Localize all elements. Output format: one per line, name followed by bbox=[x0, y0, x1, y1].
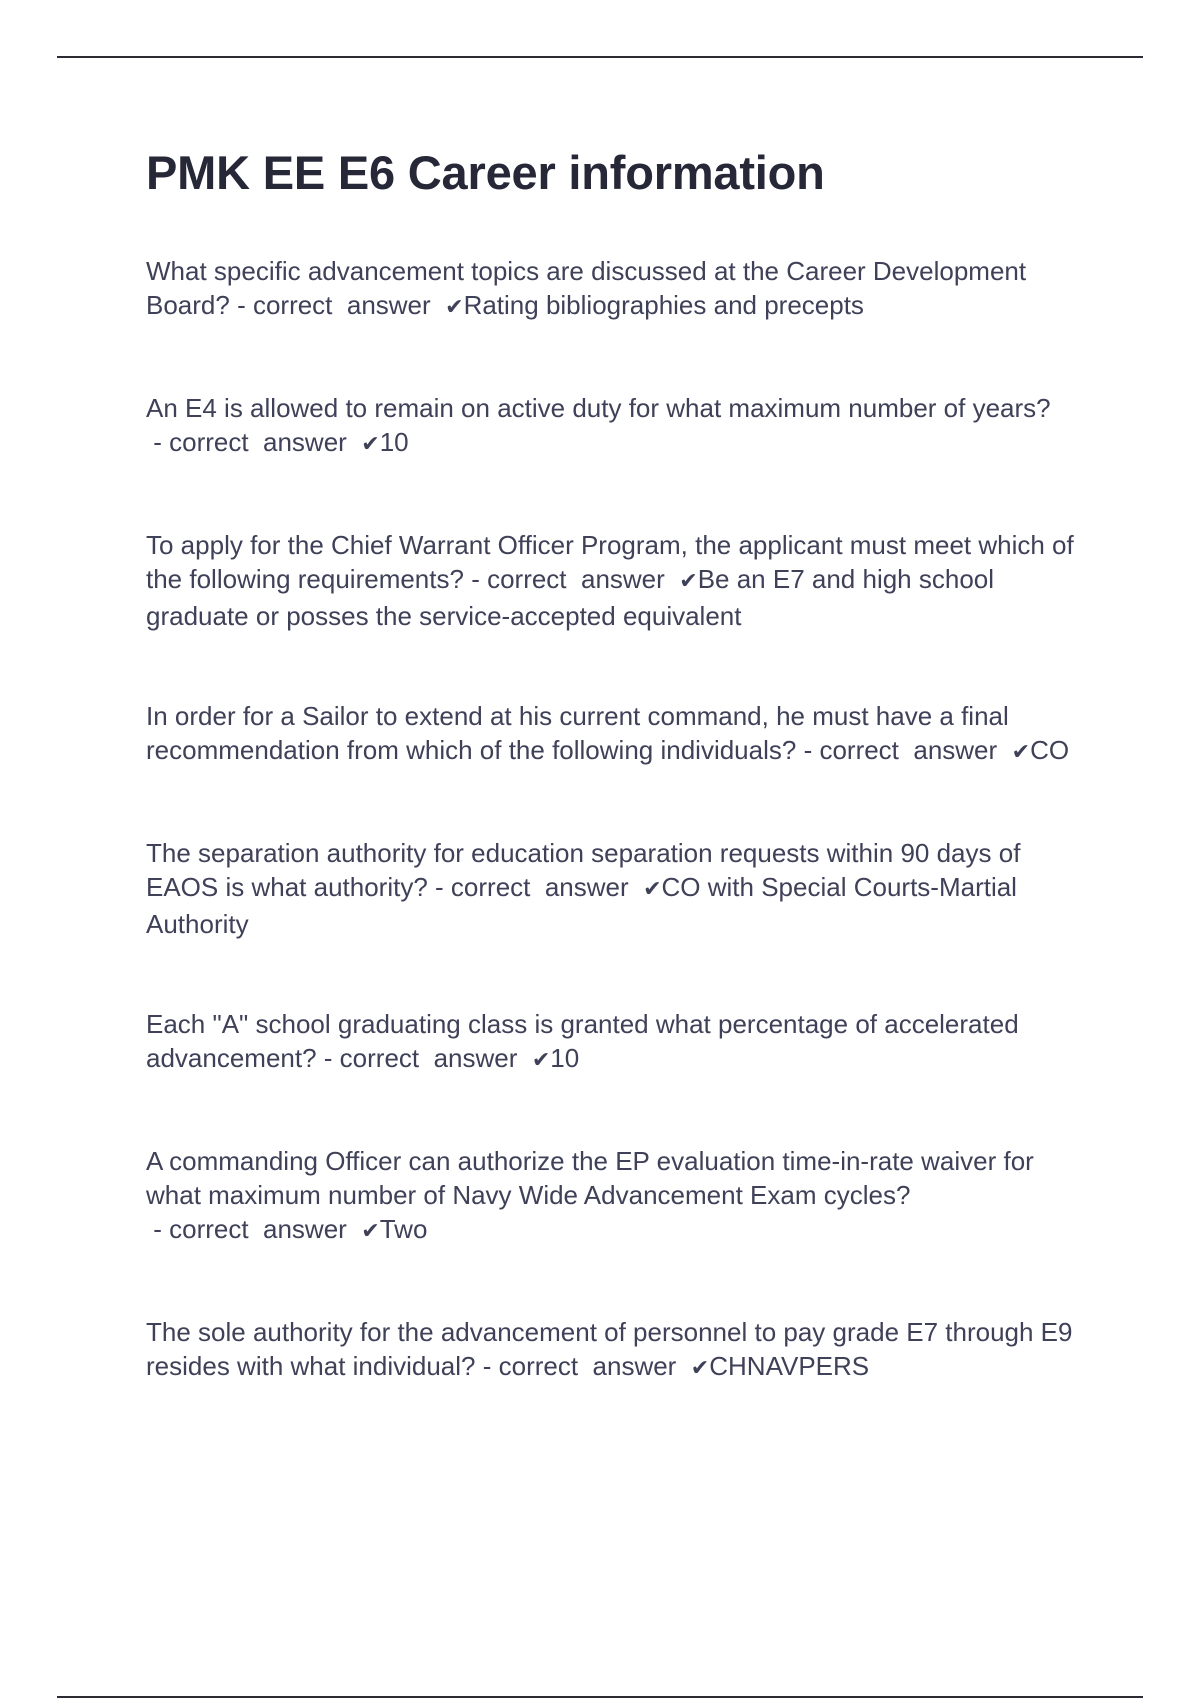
answer-separator: - correct answer bbox=[146, 1214, 362, 1244]
qa-item bbox=[146, 254, 1086, 325]
answer-text: CO with Special Courts-Martial Authority bbox=[146, 872, 1017, 939]
qa-item bbox=[146, 391, 1086, 462]
answer-separator: - correct answer bbox=[316, 1043, 532, 1073]
question-text: Each "A" school graduating class is granted what percentage of accelerated advancement? bbox=[146, 1009, 1019, 1073]
answer-text: Be an E7 and high school graduate or posses the service-accepted equivalent bbox=[146, 564, 995, 631]
question-text: To apply for the Chief Warrant Officer Program, the applicant must meet which of the following requirements? bbox=[146, 530, 1074, 594]
answer-separator: - correct answer bbox=[146, 427, 362, 457]
answer-separator: - correct answer bbox=[427, 872, 644, 902]
answer-separator: - correct answer bbox=[229, 290, 446, 320]
top-divider bbox=[57, 56, 1143, 58]
answer-text: CO bbox=[1030, 735, 1070, 765]
answer-text: CHNAVPERS bbox=[709, 1351, 870, 1381]
answer-separator: - correct answer bbox=[796, 735, 1012, 765]
answer-text: Rating bibliographies and precepts bbox=[463, 290, 864, 320]
answer-text: 10 bbox=[550, 1043, 580, 1073]
answer-separator: - correct answer bbox=[463, 564, 680, 594]
question-text: In order for a Sailor to extend at his current command, he must have a final recommendation from which of the following individuals? bbox=[146, 701, 1009, 765]
question-text: What specific advancement topics are discussed at the Career Development Board? bbox=[146, 256, 1027, 320]
checkmark-icon: ✔ bbox=[690, 1356, 710, 1381]
checkmark-icon: ✔ bbox=[643, 877, 662, 902]
page-title: PMK EE E6 Career information bbox=[146, 146, 825, 199]
qa-item bbox=[146, 836, 1086, 941]
checkmark-icon: ✔ bbox=[1011, 740, 1031, 765]
checkmark-icon: ✔ bbox=[679, 569, 698, 594]
qa-item bbox=[146, 1315, 1086, 1386]
question-text: The separation authority for education separation requests within 90 days of EAOS is what authority? bbox=[146, 838, 1021, 902]
checkmark-icon: ✔ bbox=[445, 295, 464, 320]
checkmark-icon: ✔ bbox=[361, 1219, 380, 1244]
checkmark-icon: ✔ bbox=[531, 1048, 551, 1073]
document-body bbox=[146, 140, 1086, 1452]
qa-item bbox=[146, 699, 1086, 770]
question-text: A commanding Officer can authorize the EP evaluation time-in-rate waiver for what maximum number of Navy Wide Advancement Exam cycles? bbox=[146, 1146, 1034, 1210]
qa-item bbox=[146, 1144, 1086, 1249]
answer-separator: - correct answer bbox=[475, 1351, 691, 1381]
qa-item bbox=[146, 1007, 1086, 1078]
qa-item bbox=[146, 528, 1086, 633]
qa-list bbox=[146, 254, 1086, 1386]
question-text: The sole authority for the advancement of personnel to pay grade E7 through E9 resides with what individual? bbox=[146, 1317, 1073, 1381]
answer-text: Two bbox=[379, 1214, 428, 1244]
checkmark-icon: ✔ bbox=[361, 432, 380, 457]
question-text: An E4 is allowed to remain on active duty for what maximum number of years? bbox=[146, 393, 1051, 423]
answer-text: 10 bbox=[379, 427, 409, 457]
bottom-divider bbox=[57, 1696, 1143, 1698]
